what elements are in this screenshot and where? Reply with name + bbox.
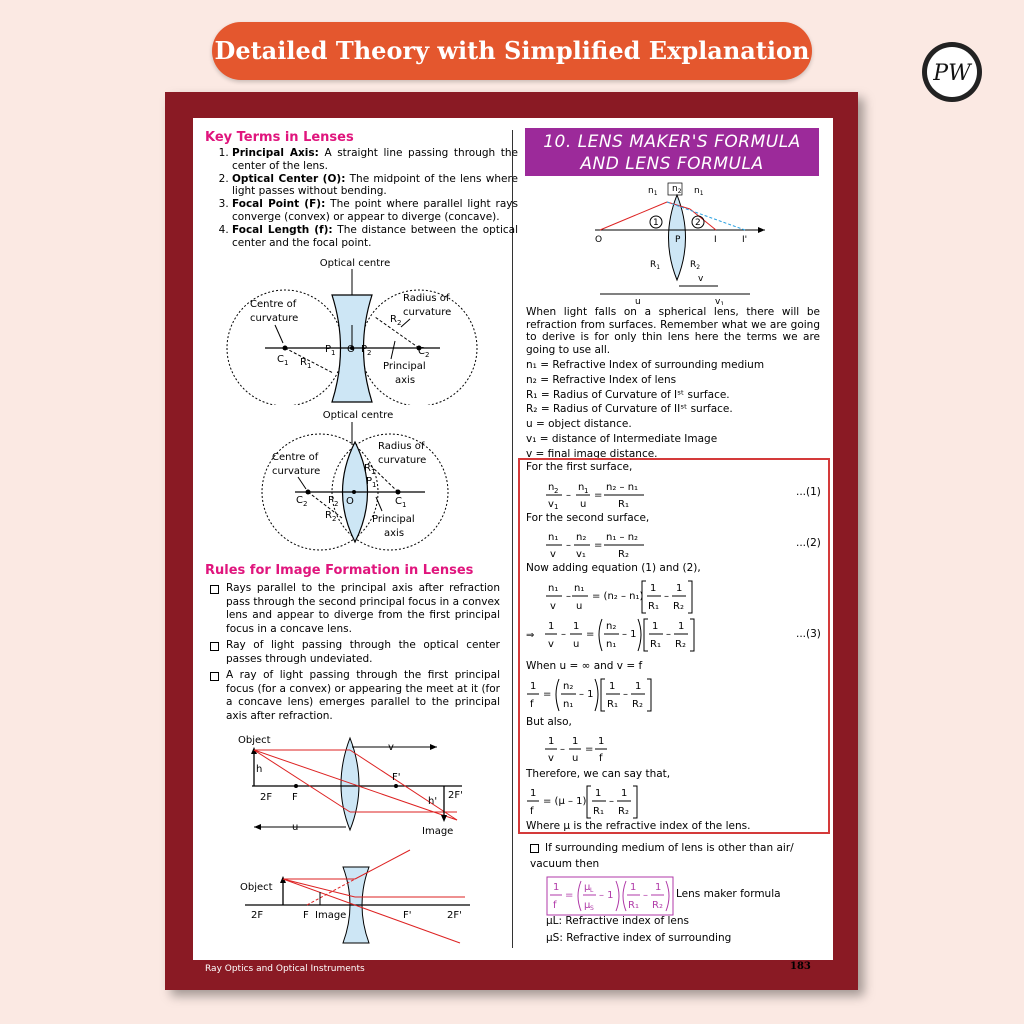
circle-2-label: 2 xyxy=(695,218,701,228)
r2-label: R xyxy=(325,510,332,521)
svg-text:n₂: n₂ xyxy=(606,621,617,632)
svg-text:1: 1 xyxy=(572,736,579,747)
key-term-item xyxy=(232,147,518,173)
second-surface-text: For the second surface, xyxy=(526,512,650,524)
p2-sub: 2 xyxy=(334,500,339,508)
svg-text:=: = xyxy=(585,744,594,755)
u-label: u xyxy=(635,297,641,305)
key-term-item xyxy=(232,198,518,224)
c1-sub: 1 xyxy=(401,501,407,509)
svg-text:L: L xyxy=(590,887,594,894)
svg-text:f: f xyxy=(530,806,534,817)
c2-sub: 2 xyxy=(424,351,430,359)
term: Focal Length (f): xyxy=(232,223,333,236)
adding-text: Now adding equation (1) and (2), xyxy=(526,562,701,574)
v1-sub: 1 xyxy=(720,301,725,305)
footer-chapter: Ray Optics and Optical Instruments xyxy=(205,964,365,974)
term: Focal Point (F): xyxy=(232,198,326,211)
when-text: When u = ∞ and v = f xyxy=(526,660,643,672)
c1-sub: 1 xyxy=(283,359,289,367)
axis-label: axis xyxy=(395,375,416,386)
svg-text:R₂: R₂ xyxy=(673,601,684,612)
radius-of-label: Radius of xyxy=(378,441,425,452)
v-label: v xyxy=(388,742,394,753)
svg-text:=: = xyxy=(586,629,595,640)
p1-sub: 1 xyxy=(331,349,336,357)
concave-lens-diagram xyxy=(215,255,505,405)
svg-text:n: n xyxy=(548,482,555,493)
svg-text:–: – xyxy=(664,591,669,602)
checkbox-bullet-icon xyxy=(530,844,539,853)
term-desc: A straight line passing through the center of the lens. xyxy=(232,147,519,172)
surrounding-medium-block xyxy=(530,840,830,872)
svg-text:–: – xyxy=(561,629,566,640)
svg-text:R2 xyxy=(690,260,700,271)
r1-sub: 1 xyxy=(370,468,376,476)
svg-text:1: 1 xyxy=(548,621,555,632)
svg-text:P2 xyxy=(328,495,339,508)
svg-text:1: 1 xyxy=(530,788,537,799)
svg-text:1: 1 xyxy=(554,503,559,511)
svg-text:–: – xyxy=(566,540,571,551)
svg-text:n1 xyxy=(694,186,704,197)
svg-text:n2 xyxy=(672,184,682,195)
concave-ray-diagram xyxy=(235,845,495,950)
note-text: If surrounding medium of lens is other than air/ vacuum then xyxy=(530,842,794,870)
pw-logo xyxy=(920,40,984,104)
rule-item: A ray of light passing through the first principal focus (for a convex) or appearing the meet at it (for a concave lens) emerges parallel to the principal axis after refraction. xyxy=(210,669,500,723)
but-also-text: But also, xyxy=(526,716,572,728)
svg-text:1: 1 xyxy=(530,681,537,692)
svg-text:R₁: R₁ xyxy=(607,699,618,710)
p2-sub: 2 xyxy=(367,349,372,357)
svg-text:n₁: n₁ xyxy=(563,699,574,710)
2f-label: 2F xyxy=(251,910,264,921)
page-footer xyxy=(165,960,858,988)
svg-text:R₂: R₂ xyxy=(675,639,686,650)
centre-of-label: Centre of xyxy=(250,299,297,310)
therefore-text: Therefore, we can say that, xyxy=(526,768,671,780)
definition-item: n₁ = Refractive Index of surrounding medium xyxy=(526,359,765,371)
c2-label: C xyxy=(418,346,425,357)
v1-label: v xyxy=(715,297,721,305)
rules-heading: Rules for Image Formation in Lenses xyxy=(205,563,474,578)
image-label: Image xyxy=(315,910,347,921)
f-label: F xyxy=(303,910,309,921)
where-text: Where μ is the refractive index of the lens. xyxy=(526,820,751,832)
object-label: Object xyxy=(238,735,271,746)
curvature-label-2: curvature xyxy=(403,307,452,318)
definition-item: R₂ = Radius of Curvature of IIˢᵗ surface. xyxy=(526,403,733,416)
curvature-label: curvature xyxy=(250,313,299,324)
svg-text:1: 1 xyxy=(621,788,628,799)
svg-text:1: 1 xyxy=(584,487,589,495)
principal-label: Principal xyxy=(372,514,415,525)
svg-text:u: u xyxy=(580,499,587,510)
svg-text:f: f xyxy=(599,753,603,764)
optical-centre-label: Optical centre xyxy=(319,258,391,269)
equation-6 xyxy=(526,783,646,821)
rules-list xyxy=(210,582,500,726)
svg-text:μ: μ xyxy=(584,882,591,893)
object-label: Object xyxy=(240,882,273,893)
column-divider xyxy=(512,130,513,948)
svg-text:= (μ – 1): = (μ – 1) xyxy=(543,796,587,807)
equation-4 xyxy=(526,676,656,716)
c1-label: C xyxy=(277,354,284,365)
eq1-tag: ...(1) xyxy=(796,486,821,498)
definition-item: R₁ = Radius of Curvature of Iˢᵗ surface. xyxy=(526,388,730,401)
c2-label: C xyxy=(296,495,303,506)
p-label: P xyxy=(675,235,681,245)
p2-label: P xyxy=(361,344,368,355)
f-prime-label: F' xyxy=(392,772,401,783)
equation-5 xyxy=(544,732,614,766)
svg-text:R₁: R₁ xyxy=(650,639,661,650)
svg-text:– 1: – 1 xyxy=(599,890,614,901)
svg-text:R2 xyxy=(325,510,336,523)
svg-text:–: – xyxy=(566,490,571,501)
svg-text:R₁: R₁ xyxy=(648,601,659,612)
svg-text:u: u xyxy=(576,601,583,612)
svg-text:f: f xyxy=(530,699,534,710)
o-label: O xyxy=(595,235,603,245)
svg-text:1: 1 xyxy=(548,736,555,747)
svg-text:v: v xyxy=(548,753,554,764)
svg-text:P1 xyxy=(325,344,336,357)
convex-ray-diagram xyxy=(232,730,492,840)
intro-paragraph: When light falls on a spherical lens, there will be refraction from surfaces. Remember what we are going to derive is for only thin lens here the terms we are going to use all. xyxy=(526,306,820,356)
term-desc: The distance between the optical center and the focal point. xyxy=(232,223,519,249)
svg-text:1: 1 xyxy=(609,681,616,692)
svg-text:–: – xyxy=(609,796,614,807)
svg-text:–: – xyxy=(560,744,565,755)
key-terms-heading: Key Terms in Lenses xyxy=(205,130,354,145)
n1-label: n xyxy=(648,186,654,196)
p1-label: P xyxy=(366,476,373,487)
p1-sub: 1 xyxy=(372,481,377,489)
svg-text:=: = xyxy=(543,689,552,700)
definition-item: v₁ = distance of Intermediate Image xyxy=(526,432,718,445)
centre-of-label: Centre of xyxy=(272,452,319,463)
principal-label: Principal xyxy=(383,361,426,372)
2f-prime-label: 2F' xyxy=(448,790,463,801)
curvature-label-2: curvature xyxy=(378,455,427,466)
svg-text:=: = xyxy=(565,890,574,901)
c2-sub: 2 xyxy=(302,500,308,508)
optical-centre-label: Optical centre xyxy=(322,410,394,421)
svg-text:R₁: R₁ xyxy=(593,806,604,817)
image-label: Image xyxy=(422,826,454,837)
first-surface-text: For the first surface, xyxy=(526,461,633,473)
svg-text:2: 2 xyxy=(554,487,559,495)
svg-text:1: 1 xyxy=(598,736,605,747)
svg-text:⇒: ⇒ xyxy=(526,630,535,641)
svg-text:v: v xyxy=(548,499,554,510)
svg-text:n₂: n₂ xyxy=(563,681,574,692)
svg-text:–: – xyxy=(643,890,648,901)
svg-text:n₁: n₁ xyxy=(548,532,559,543)
circle-1-label: 1 xyxy=(653,218,659,228)
term: Optical Center (O): xyxy=(232,172,346,185)
logo-text: PW xyxy=(933,61,971,86)
r1-sub: 1 xyxy=(656,264,661,271)
eq2-tag: ...(2) xyxy=(796,537,821,549)
svg-text:R₂: R₂ xyxy=(652,900,663,911)
svg-text:v₁: v₁ xyxy=(576,549,586,560)
n2-label: n xyxy=(672,184,678,194)
term-desc: The midpoint of the lens where light passes without bending. xyxy=(232,172,518,198)
svg-text:n: n xyxy=(578,482,585,493)
p1-label: P xyxy=(325,344,332,355)
svg-text:C1 xyxy=(395,496,406,509)
svg-text:=: = xyxy=(594,490,603,501)
2f-label: 2F xyxy=(260,792,273,803)
svg-text:R₂: R₂ xyxy=(618,549,629,560)
definitions-list xyxy=(526,358,820,462)
n1b-label: n xyxy=(694,186,700,196)
r2-sub: 2 xyxy=(696,264,701,271)
svg-text:v1 xyxy=(715,297,724,305)
definition-item: v = final image distance. xyxy=(526,447,658,460)
h-label: h xyxy=(256,764,263,775)
key-terms-list xyxy=(214,147,518,249)
svg-text:=: = xyxy=(594,540,603,551)
svg-text:n₁: n₁ xyxy=(574,583,585,594)
svg-text:n1 xyxy=(648,186,658,197)
svg-text:–: – xyxy=(666,629,671,640)
svg-text:n₂: n₂ xyxy=(576,532,587,543)
r1-label: R xyxy=(300,357,307,368)
svg-text:u: u xyxy=(572,753,579,764)
n2-sub: 2 xyxy=(677,188,682,195)
svg-text:–: – xyxy=(566,591,571,602)
u-label: u xyxy=(292,822,299,833)
term: Principal Axis: xyxy=(232,147,319,159)
section-title-line1: 10. LENS MAKER'S FORMULA xyxy=(543,132,801,152)
mu-s-def: μS: Refractive index of surrounding xyxy=(546,932,732,944)
banner-title: Detailed Theory with Simplified Explanation xyxy=(212,22,812,80)
svg-text:u: u xyxy=(573,639,580,650)
svg-text:R₂: R₂ xyxy=(632,699,643,710)
n1b-sub: 1 xyxy=(699,190,704,197)
f-label: F xyxy=(292,792,298,803)
r2-sub: 2 xyxy=(396,319,402,327)
svg-text:C2 xyxy=(296,495,307,508)
term-desc: The point where parallel light rays converge (convex) or appear to diverge (concave). xyxy=(232,198,518,223)
svg-text:R2 xyxy=(390,314,401,327)
definition-item: n₂ = Refractive Index of lens xyxy=(526,373,677,386)
svg-text:n₁: n₁ xyxy=(606,639,617,650)
r1-label: R xyxy=(650,260,657,270)
svg-text:= (n₂ – n₁): = (n₂ – n₁) xyxy=(592,591,644,602)
o-label: O xyxy=(346,496,354,507)
key-term-item xyxy=(232,173,518,199)
v-label: v xyxy=(698,274,704,284)
lens-refraction-figure xyxy=(590,180,770,305)
svg-text:S: S xyxy=(590,905,594,912)
svg-text:1: 1 xyxy=(630,882,637,893)
svg-text:1: 1 xyxy=(650,583,657,594)
svg-text:f: f xyxy=(553,900,557,911)
lens-maker-formula-box xyxy=(546,876,674,916)
lens-maker-label: Lens maker formula xyxy=(676,888,781,900)
svg-text:v: v xyxy=(550,601,556,612)
r2-label: R xyxy=(690,260,697,270)
n1-sub: 1 xyxy=(653,190,658,197)
p2-label: P xyxy=(328,495,335,506)
eq3-tag: ...(3) xyxy=(796,628,821,640)
equation-3b xyxy=(526,616,696,656)
svg-text:1: 1 xyxy=(676,583,683,594)
svg-text:v: v xyxy=(550,549,556,560)
c1-label: C xyxy=(395,496,402,507)
svg-text:– 1: – 1 xyxy=(579,689,594,700)
svg-text:R₁: R₁ xyxy=(618,499,629,510)
i-label: I xyxy=(714,235,717,245)
h-prime-label: h' xyxy=(428,796,438,807)
r2-label: R xyxy=(390,314,397,325)
convex-lens-diagram xyxy=(240,405,500,555)
svg-text:n₂ – n₁: n₂ – n₁ xyxy=(606,482,639,493)
svg-text:– 1: – 1 xyxy=(622,629,637,640)
axis-label: axis xyxy=(384,528,405,539)
definition-item: u = object distance. xyxy=(526,418,632,431)
svg-text:1: 1 xyxy=(635,681,642,692)
section-title-line2: AND LENS FORMULA xyxy=(580,154,764,174)
svg-text:–: – xyxy=(623,689,628,700)
mu-l-def: μL: Refractive index of lens xyxy=(546,915,689,927)
key-term-item xyxy=(232,224,518,250)
svg-text:1: 1 xyxy=(655,882,662,893)
rule-item: Rays parallel to the principal axis after refraction pass through the second principal focus in a convex lens and appear to diverge from the first principal focus in a concave lens. xyxy=(210,582,500,636)
svg-text:R1 xyxy=(650,260,660,271)
page-number: 183 xyxy=(790,961,811,972)
svg-text:v: v xyxy=(548,639,554,650)
o-label: O xyxy=(347,344,355,355)
section-heading xyxy=(525,128,819,176)
svg-text:μ: μ xyxy=(584,900,591,911)
r1-label: R xyxy=(364,463,371,474)
svg-text:n₁: n₁ xyxy=(548,583,559,594)
2f-prime-label: 2F' xyxy=(447,910,462,921)
svg-text:1: 1 xyxy=(553,882,560,893)
svg-text:R₁: R₁ xyxy=(628,900,639,911)
radius-of-label: Radius of xyxy=(403,293,450,304)
note-line xyxy=(530,840,830,872)
r2-sub: 2 xyxy=(331,515,337,523)
f-prime-label: F' xyxy=(403,910,412,921)
svg-text:1: 1 xyxy=(678,621,685,632)
equation-3a xyxy=(540,578,700,616)
equation-2 xyxy=(540,528,660,562)
r1-sub: 1 xyxy=(306,362,312,370)
svg-text:R1 xyxy=(300,357,311,370)
curvature-label: curvature xyxy=(272,466,321,477)
rule-item: Ray of light passing through the optical center passes through undeviated. xyxy=(210,639,500,666)
svg-text:1: 1 xyxy=(595,788,602,799)
i-prime-label: I' xyxy=(742,235,748,245)
svg-text:R₂: R₂ xyxy=(618,806,629,817)
svg-text:C1 xyxy=(277,354,288,367)
equation-1 xyxy=(540,478,660,512)
svg-text:n₁ – n₂: n₁ – n₂ xyxy=(606,532,639,543)
svg-text:1: 1 xyxy=(573,621,580,632)
svg-text:1: 1 xyxy=(652,621,659,632)
